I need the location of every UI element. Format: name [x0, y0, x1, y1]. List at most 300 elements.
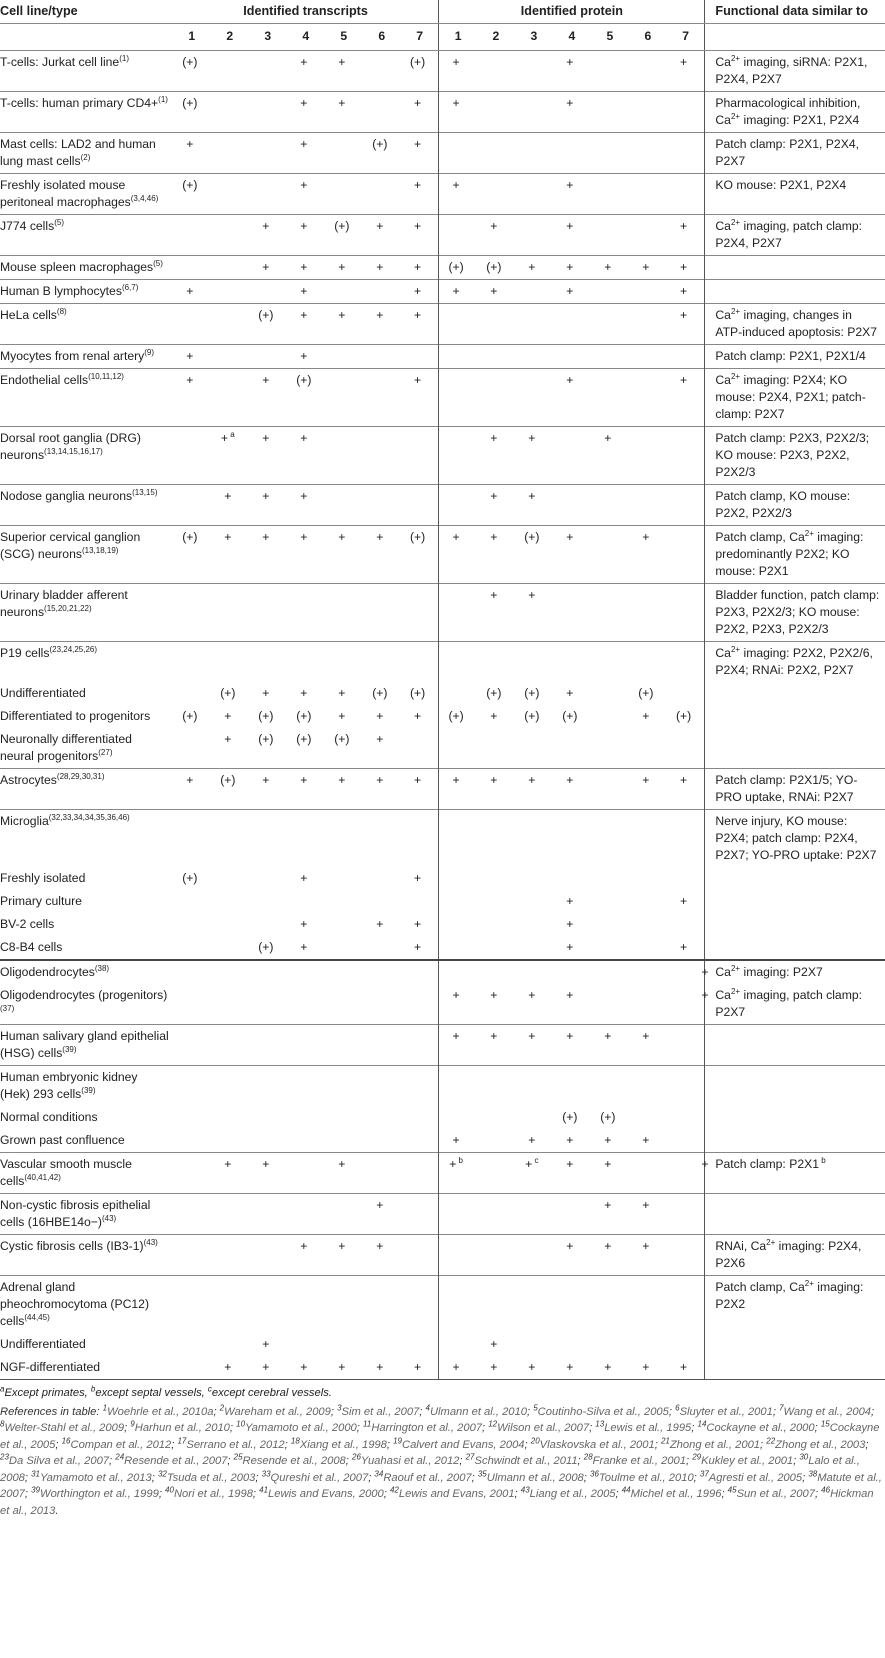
- protein-mark: +: [642, 709, 650, 723]
- protein-mark: [553, 1333, 591, 1356]
- table-row: [0, 427, 885, 485]
- transcript-mark: [363, 1106, 401, 1129]
- transcript-mark: [249, 1276, 287, 1334]
- protein-col-4: 4: [553, 24, 591, 51]
- protein-mark: [591, 936, 629, 960]
- transcript-mark: +: [287, 256, 325, 280]
- protein-mark: +: [515, 769, 553, 810]
- protein-mark: [591, 984, 629, 1025]
- transcript-mark: +: [300, 1360, 308, 1374]
- transcript-mark: [211, 215, 249, 256]
- footnotes: [0, 1385, 885, 1519]
- transcript-mark: +: [300, 940, 308, 954]
- transcript-col-1: 1: [173, 24, 211, 51]
- transcript-mark: +: [363, 1235, 401, 1276]
- protein-mark: [515, 345, 553, 369]
- protein-mark: [629, 810, 667, 868]
- row-label-text: P19 cells: [0, 646, 50, 660]
- transcript-mark: [363, 369, 401, 427]
- protein-mark: +: [528, 988, 536, 1002]
- row-label-text: Human B lymphocytes: [0, 284, 122, 298]
- transcript-mark: +: [287, 485, 325, 526]
- row-label-text: HeLa cells: [0, 308, 57, 322]
- reference-item: Qureshi et al., 2007: [270, 1471, 369, 1484]
- transcript-mark: +: [325, 769, 363, 810]
- protein-mark: [515, 1333, 553, 1356]
- row-label-refs: (40,41,42): [24, 1172, 61, 1182]
- table-row: [0, 1276, 885, 1334]
- protein-mark: [591, 867, 629, 890]
- row-label: [0, 890, 173, 913]
- table-row: [0, 526, 885, 584]
- functional-data: Bladder function, patch clamp: P2X3, P2X2/3; KO mouse: P2X2, P2X3, P2X2/3: [705, 584, 885, 642]
- protein-mark: (+): [524, 686, 540, 700]
- row-label: [0, 174, 173, 215]
- protein-mark: +: [667, 280, 705, 304]
- protein-mark: + $^c$: [515, 1153, 553, 1194]
- functional-data: [705, 1025, 885, 1066]
- protein-mark: +: [477, 485, 515, 526]
- table-row: [0, 369, 885, 427]
- reference-item: Resende et al., 2007: [124, 1455, 228, 1467]
- protein-mark: [629, 1153, 667, 1194]
- functional-data: [705, 867, 885, 890]
- protein-mark: [515, 728, 553, 769]
- protein-mark: [439, 133, 477, 174]
- row-label-text: Normal conditions: [0, 1110, 98, 1124]
- protein-mark: +: [553, 1153, 591, 1194]
- transcript-mark: [211, 133, 249, 174]
- row-label: [0, 51, 173, 92]
- protein-mark: [477, 890, 515, 913]
- transcript-mark: +: [363, 769, 401, 810]
- transcript-mark: [287, 1194, 325, 1235]
- transcript-mark: [325, 584, 363, 642]
- reference-item: Sun et al., 2007: [736, 1488, 815, 1500]
- transcript-mark: [363, 810, 401, 868]
- transcript-mark: [249, 1194, 287, 1235]
- reference-item: Lewis et al., 1995: [604, 1422, 692, 1434]
- row-label: [0, 867, 173, 890]
- protein-mark: [477, 642, 515, 683]
- transcript-mark: [287, 890, 325, 913]
- protein-mark: [439, 304, 477, 345]
- reference-item: Wareham et al., 2009: [224, 1405, 331, 1418]
- protein-mark: [629, 642, 667, 683]
- transcript-mark: [173, 215, 211, 256]
- protein-mark: [629, 485, 667, 526]
- header-functional: Functional data similar to: [705, 0, 885, 24]
- row-label-text: Primary culture: [0, 894, 82, 908]
- reference-item: Toulme et al., 2010: [598, 1471, 694, 1484]
- protein-mark: [667, 485, 705, 526]
- row-label-text: Undifferentiated: [0, 1337, 86, 1351]
- reference-item: Compan et al., 2012: [70, 1438, 172, 1451]
- protein-mark: +: [553, 1235, 591, 1276]
- protein-mark: +: [439, 526, 477, 584]
- protein-mark: [591, 369, 629, 427]
- table-bottom-rule: [0, 1379, 885, 1380]
- protein-mark: [667, 526, 705, 584]
- row-label-refs: (27): [98, 747, 113, 757]
- row-label: [0, 984, 173, 1025]
- row-label: [0, 1356, 173, 1379]
- protein-mark: +: [566, 940, 574, 954]
- protein-mark: +: [490, 709, 498, 723]
- transcript-mark: [401, 1066, 439, 1107]
- protein-mark: [477, 728, 515, 769]
- transcript-mark: [401, 427, 439, 485]
- reference-item: Coutinho-Silva et al., 2005: [537, 1405, 669, 1418]
- table-row: [0, 1153, 885, 1194]
- protein-mark: +: [553, 280, 591, 304]
- protein-mark: [439, 369, 477, 427]
- row-label: [0, 1066, 173, 1107]
- row-label-text: Oligodendrocytes (progenitors): [0, 988, 168, 1002]
- functional-data: Patch clamp: P2X1, P2X4, P2X7: [705, 133, 885, 174]
- transcript-mark: +: [211, 1153, 249, 1194]
- row-label-text: J774 cells: [0, 219, 55, 233]
- row-label: [0, 427, 173, 485]
- transcript-mark: +: [401, 304, 439, 345]
- transcript-mark: [363, 867, 401, 890]
- reference-item: Lalo et al., 2008: [0, 1455, 860, 1484]
- row-label: [0, 1194, 173, 1235]
- protein-mark: [553, 485, 591, 526]
- protein-mark: [667, 913, 705, 936]
- protein-mark: [439, 584, 477, 642]
- protein-mark: [515, 92, 553, 133]
- protein-mark: [515, 936, 553, 960]
- protein-mark: +: [490, 1360, 498, 1374]
- functional-data: [705, 280, 885, 304]
- reference-item: Franke et al., 2001: [592, 1455, 686, 1467]
- protein-mark: [591, 584, 629, 642]
- transcript-mark: [363, 1025, 401, 1066]
- row-label: [0, 280, 173, 304]
- transcript-mark: +: [414, 940, 422, 954]
- transcript-mark: [325, 485, 363, 526]
- protein-mark: [591, 280, 629, 304]
- row-label-refs: (3,4,46): [130, 193, 159, 203]
- row-label: [0, 1129, 173, 1153]
- protein-mark: +: [553, 92, 591, 133]
- protein-mark: [515, 1194, 553, 1235]
- protein-mark: +: [604, 1360, 612, 1374]
- protein-mark: [439, 890, 477, 913]
- transcript-col-2: 2: [211, 24, 249, 51]
- row-label-text: Dorsal root ganglia (DRG) neurons: [0, 431, 141, 462]
- row-label: [0, 1235, 173, 1276]
- transcript-mark: [211, 92, 249, 133]
- transcript-mark: +: [249, 769, 287, 810]
- protein-mark: [439, 642, 477, 683]
- protein-mark: [439, 960, 477, 984]
- row-label-text: Grown past confluence: [0, 1133, 125, 1147]
- protein-mark: [591, 1276, 629, 1334]
- functional-data: Nerve injury, KO mouse: P2X4; patch clamp: P2X4, P2X7; YO-PRO uptake: P2X7: [705, 810, 885, 868]
- functional-data: Patch clamp: P2X1/5; YO-PRO uptake, RNAi: P2X7: [705, 769, 885, 810]
- row-label: [0, 485, 173, 526]
- protein-mark: [667, 810, 705, 868]
- row-label-refs: (6,7): [121, 282, 139, 292]
- protein-mark: [591, 304, 629, 345]
- transcript-mark: [173, 1106, 211, 1129]
- protein-mark: [667, 1025, 705, 1066]
- transcript-mark: [401, 890, 439, 913]
- transcript-mark: (+): [182, 709, 198, 723]
- reference-item: Michel et al., 1996: [630, 1488, 722, 1500]
- transcript-mark: [287, 1333, 325, 1356]
- protein-mark: [477, 936, 515, 960]
- protein-mark: +: [528, 1360, 536, 1374]
- transcript-mark: [325, 1194, 363, 1235]
- transcript-mark: [249, 1235, 287, 1276]
- protein-mark: [667, 345, 705, 369]
- transcript-mark: +: [325, 304, 363, 345]
- protein-mark: [629, 51, 667, 92]
- protein-col-6: 6: [629, 24, 667, 51]
- protein-mark: [629, 304, 667, 345]
- protein-mark: [629, 369, 667, 427]
- protein-mark: [439, 867, 477, 890]
- row-label-text: NGF-differentiated: [0, 1360, 101, 1374]
- row-label-text: T-cells: Jurkat cell line: [0, 55, 120, 69]
- reference-item: Kukley et al., 2001: [701, 1455, 794, 1467]
- protein-col-3: 3: [515, 24, 553, 51]
- transcript-mark: +: [287, 304, 325, 345]
- protein-mark: [439, 1106, 477, 1129]
- protein-mark: [591, 890, 629, 913]
- protein-mark: +: [439, 769, 477, 810]
- functional-data: [705, 728, 885, 769]
- transcript-mark: [211, 936, 249, 960]
- reference-item: Da Silva et al., 2007: [8, 1455, 110, 1467]
- protein-mark: [667, 133, 705, 174]
- protein-mark: +: [477, 584, 515, 642]
- transcript-mark: (+): [409, 686, 426, 700]
- protein-mark: +: [566, 1360, 574, 1374]
- transcript-mark: [173, 485, 211, 526]
- row-label: [0, 1276, 173, 1334]
- transcript-col-5: 5: [325, 24, 363, 51]
- table-row: [0, 280, 885, 304]
- protein-mark: [591, 1066, 629, 1107]
- footnote-abbreviations: $^a$Except primates, $^b$except septal vessels, $^c$except cerebral vessels.: [0, 1384, 332, 1399]
- reference-item: Nori et al., 1998: [173, 1488, 253, 1500]
- functional-data: RNAi, $Ca^{2+}$ imaging: P2X4, P2X6: [705, 1235, 885, 1276]
- functional-data: Patch clamp: P2X1, P2X1/4: [705, 345, 885, 369]
- protein-mark: [477, 1194, 515, 1235]
- protein-mark: +: [477, 526, 515, 584]
- table-row: [0, 810, 885, 868]
- transcript-mark: [211, 984, 249, 1025]
- transcript-mark: [401, 960, 439, 984]
- table-row: [0, 51, 885, 92]
- reference-item: Agresti et al., 2005: [708, 1471, 803, 1484]
- row-label-refs: (23,24,25,26): [49, 644, 98, 654]
- transcript-mark: [249, 1106, 287, 1129]
- transcript-mark: +: [325, 1235, 363, 1276]
- protein-mark: (+): [477, 256, 515, 280]
- table-row: [0, 1333, 885, 1356]
- references-label: References in table:: [0, 1405, 100, 1418]
- reference-item: Ulmann et al., 2008: [486, 1471, 584, 1484]
- transcript-mark: +: [338, 686, 346, 700]
- row-label-text: Endothelial cells: [0, 373, 89, 387]
- protein-mark: [667, 867, 705, 890]
- transcript-mark: +: [363, 215, 401, 256]
- protein-mark: [629, 728, 667, 769]
- protein-mark: [667, 960, 705, 984]
- protein-mark: +: [629, 1025, 667, 1066]
- row-label-text: Adrenal gland pheochromocytoma (PC12) cells: [0, 1280, 150, 1328]
- transcript-mark: +: [249, 256, 287, 280]
- protein-mark: [477, 810, 515, 868]
- row-label-text: Microglia: [0, 814, 49, 828]
- protein-mark: [553, 960, 591, 984]
- row-label-text: Vascular smooth muscle cells: [0, 1157, 132, 1188]
- row-label: [0, 960, 173, 984]
- transcript-mark: [363, 92, 401, 133]
- transcript-mark: [325, 1066, 363, 1107]
- protein-mark: [515, 867, 553, 890]
- transcript-mark: +: [363, 1194, 401, 1235]
- row-label-refs: (2): [80, 152, 91, 162]
- reference-item: Lewis and Evans, 2001: [398, 1488, 515, 1500]
- reference-item: Woehrle et al., 2010a: [107, 1405, 214, 1418]
- transcript-mark: [401, 345, 439, 369]
- protein-mark: (+): [486, 686, 502, 700]
- protein-mark: [629, 1333, 667, 1356]
- protein-mark: +: [490, 1337, 498, 1351]
- protein-mark: [591, 526, 629, 584]
- transcript-mark: [211, 1276, 249, 1334]
- transcript-mark: +: [401, 280, 439, 304]
- transcript-mark: +: [376, 917, 384, 931]
- transcript-mark: +: [338, 709, 346, 723]
- transcript-mark: [325, 174, 363, 215]
- transcript-mark: [363, 1153, 401, 1194]
- row-label-refs: (15,20,21,22): [44, 603, 92, 613]
- protein-mark: [553, 1276, 591, 1334]
- protein-mark: +: [439, 1025, 477, 1066]
- transcript-mark: [173, 1356, 211, 1379]
- transcript-mark: +: [300, 917, 308, 931]
- protein-mark: [553, 810, 591, 868]
- reference-item: Tsuda et al., 2003: [166, 1471, 256, 1484]
- row-label-refs: (39): [62, 1044, 77, 1054]
- transcript-col-7: 7: [401, 24, 439, 51]
- transcript-mark: [211, 1333, 249, 1356]
- row-label-refs: (39): [81, 1085, 96, 1095]
- transcript-mark: +: [173, 280, 211, 304]
- protein-mark: [477, 51, 515, 92]
- transcript-mark: [287, 1129, 325, 1153]
- protein-mark: [515, 642, 553, 683]
- reference-item: Wilson et al., 2007: [497, 1422, 590, 1434]
- transcript-mark: [249, 51, 287, 92]
- protein-mark: +: [642, 1133, 650, 1147]
- protein-mark: +: [667, 51, 705, 92]
- transcript-mark: [325, 1106, 363, 1129]
- transcript-mark: [325, 1025, 363, 1066]
- transcript-mark: [363, 584, 401, 642]
- transcript-mark: +: [287, 174, 325, 215]
- reference-item: Yuahasi et al., 2012: [360, 1455, 460, 1467]
- row-label: [0, 642, 173, 683]
- protein-mark: +: [629, 1194, 667, 1235]
- functional-data: [705, 1194, 885, 1235]
- transcript-mark: +: [401, 256, 439, 280]
- row-label: [0, 256, 173, 280]
- transcript-mark: [363, 960, 401, 984]
- functional-data: [705, 682, 885, 705]
- protein-mark: [591, 92, 629, 133]
- protein-mark: +: [566, 917, 574, 931]
- table-row: [0, 1194, 885, 1235]
- row-label-refs: (38): [94, 963, 110, 973]
- table-row: [0, 728, 885, 769]
- protein-mark: +: [591, 1235, 629, 1276]
- protein-mark: +: [515, 1025, 553, 1066]
- protein-mark: [629, 584, 667, 642]
- row-label: [0, 584, 173, 642]
- protein-mark: + $^b$: [439, 1153, 477, 1194]
- protein-mark: +: [477, 1025, 515, 1066]
- transcript-mark: [401, 1106, 439, 1129]
- functional-data: [705, 1333, 885, 1356]
- protein-mark: +: [680, 894, 688, 908]
- functional-data: [705, 1129, 885, 1153]
- protein-mark: [667, 728, 705, 769]
- protein-mark: [629, 345, 667, 369]
- transcript-mark: [363, 174, 401, 215]
- protein-mark: [667, 1276, 705, 1334]
- transcript-mark: [401, 1194, 439, 1235]
- transcript-mark: +: [211, 485, 249, 526]
- reference-item: Resende et al., 2008: [242, 1455, 346, 1467]
- protein-mark: (+): [515, 526, 553, 584]
- transcript-mark: +: [287, 526, 325, 584]
- transcript-mark: +: [249, 369, 287, 427]
- protein-mark: [667, 682, 705, 705]
- transcript-mark: [287, 1025, 325, 1066]
- protein-mark: +: [591, 256, 629, 280]
- protein-mark: +: [566, 988, 574, 1002]
- protein-mark: +: [667, 304, 705, 345]
- protein-mark: +: [515, 485, 553, 526]
- row-label: [0, 1333, 173, 1356]
- protein-col-2: 2: [477, 24, 515, 51]
- row-label: [0, 304, 173, 345]
- row-label-refs: (1): [158, 94, 168, 104]
- transcript-mark: [211, 304, 249, 345]
- transcript-mark: +: [287, 215, 325, 256]
- transcript-mark: [173, 1153, 211, 1194]
- protein-mark: +: [439, 280, 477, 304]
- protein-mark: [629, 960, 667, 984]
- transcript-mark: +: [262, 686, 270, 700]
- transcript-mark: [363, 984, 401, 1025]
- transcript-mark: [325, 984, 363, 1025]
- protein-mark: [477, 174, 515, 215]
- protein-col-1: 1: [439, 24, 477, 51]
- table-row: [0, 705, 885, 728]
- transcript-mark: [211, 174, 249, 215]
- protein-mark: [477, 1129, 515, 1153]
- protein-mark: [515, 133, 553, 174]
